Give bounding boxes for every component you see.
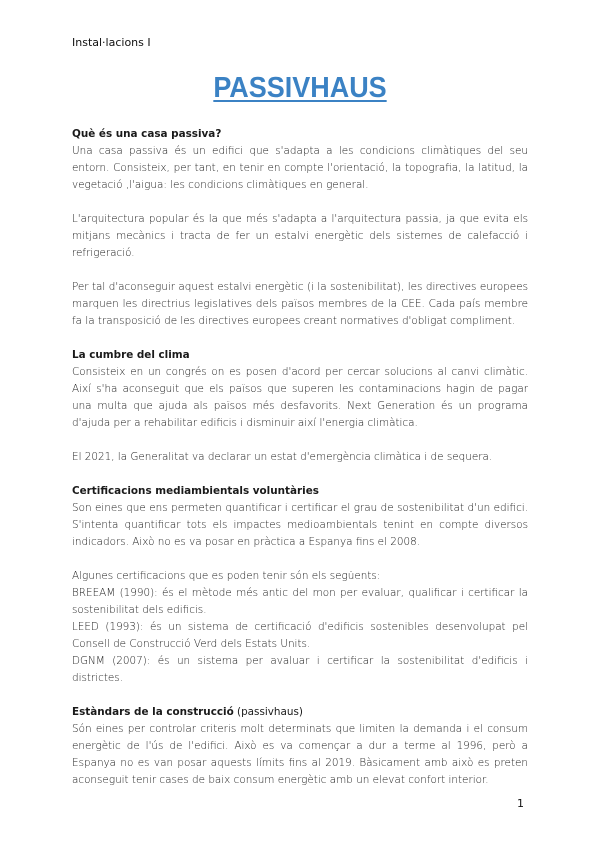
paragraph: L'arquitectura popular és la que més s'adapta a l'arquitectura passia, ja que evita els mitjans mecànics i tracta de fer un estalvi energètic dels sistemes de calefacció i refrigeració. — [72, 213, 528, 259]
paragraph: Algunes certificacions que es poden tenir són els següents: — [72, 570, 381, 582]
section-heading-casa-passiva: Què és una casa passiva? — [72, 128, 222, 140]
page-title: PASSIVHAUS — [213, 72, 387, 104]
paragraph: Consisteix en un congrés on es posen d'acord per cercar solucions al canvi climàtic. Així s'ha aconseguit que els països que superen les contaminacions hagin de pagar una multa que ajuda als països més desfavorits. Next Generation és un programa d'ajuda per a rehabilitar edificis i disminuir així l'energia climàtica. — [72, 366, 528, 429]
paragraph: Una casa passiva és un edifici que s'adapta a les condicions climàtiques del seu entorn. Consisteix, per tant, en tenir en compte l'orientació, la topografia, la latitud, la vegetació ,l'aigua: les condicions climàtiques en general. — [72, 145, 528, 191]
paragraph: Son eines que ens permeten quantificar i certificar el grau de sostenibilitat d'un edifici. S'intenta quantificar tots els impactes medioambientals tenint en compte diversos indicadors. Això no es va posar en pràctica a Espanya fins el 2008. — [72, 502, 528, 548]
section-heading-estandars-text: Estàndars de la construcció — [72, 706, 234, 718]
document-body — [72, 126, 528, 789]
certification-item-dgnm: DGNM (2007): és un sistema per avaluar i certificar la sostenibilitat d'edificis i districtes. — [72, 655, 528, 684]
section-heading-estandars — [72, 704, 528, 721]
section-heading-cumbre-clima: La cumbre del clima — [72, 349, 190, 361]
paragraph: Són eines per controlar criteris molt determinats que limiten la demanda i el consum energètic de l'ús de l'edifici. Això es va començar a dur a terme al 1996, però a Espanya no es van posar aquests límits fins al 2019. Bàsicament amb això es preten aconseguit tenir cases de baix consum energètic amb un elevat confort interior. — [72, 723, 528, 786]
certification-item-leed: LEED (1993): és un sistema de certificació d'edificis sostenibles desenvolupat pel Consell de Construcció Verd dels Estats Units. — [72, 621, 528, 650]
section-heading-certificacions: Certificacions mediambientals voluntàries — [72, 485, 319, 497]
certification-item-breeam: BREEAM (1990): és el mètode més antic del mon per evaluar, qualificar i certificar la sostenibilitat dels edificis. — [72, 587, 528, 616]
paragraph: Per tal d'aconseguir aquest estalvi energètic (i la sostenibilitat), les directives europees marquen les directrius legislatives dels països membres de la CEE. Cada país membre fa la transposició de les directives europees creant normatives d'obligat compliment. — [72, 281, 528, 327]
running-header: Instal·lacions I — [72, 36, 151, 49]
section-heading-estandars-sub: (passivhaus) — [233, 706, 303, 718]
paragraph: El 2021, la Generalitat va declarar un estat d'emergència climàtica i de sequera. — [72, 451, 493, 463]
page-number: 1 — [517, 797, 524, 810]
